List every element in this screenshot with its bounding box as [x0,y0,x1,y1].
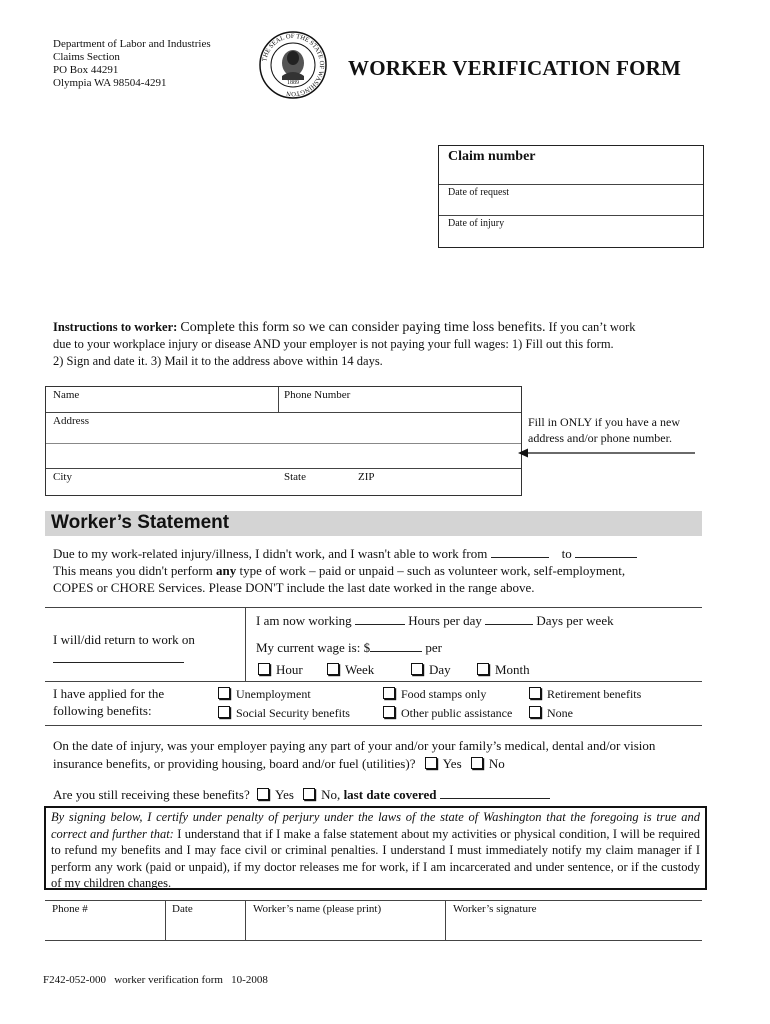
agency-city: Olympia WA 98504-4291 [53,77,167,89]
certification-text: I understand that if I make a false statement about my activities or physical condition, I will be required to refund my benefits and I may face civil or criminal penalties. I understand I must immediately notify my claim manager if I perform any work (paid or unpaid), if my doctor releases me for work, if I am incarcerated and under sentence, or if the custody of my children changes. [51,826,701,890]
checkbox-food-stamps[interactable] [383,687,395,699]
statement-heading: Worker’s Statement [51,512,230,533]
option-day-label: Day [429,662,451,677]
claim-box [438,145,704,248]
last-date-covered-field[interactable] [440,786,550,799]
employer-no-option[interactable] [471,756,505,771]
hours-per-day-label: Hours per day [408,613,482,628]
checkbox-hour[interactable] [258,663,270,675]
state-field[interactable] [279,469,349,495]
statement-line3: COPES or CHORE Services. Please DON'T include the last date worked in the range above. [53,580,535,595]
benefits-label [53,685,164,719]
wage-period-option-hour[interactable] [258,662,303,678]
from-date-field[interactable] [491,545,549,558]
date-of-injury-label: Date of injury [448,218,505,229]
checkbox-employer-no[interactable] [471,757,483,769]
employer-question [53,737,655,773]
name-field[interactable] [46,387,278,412]
benefit-option-food-stamps[interactable] [383,687,486,702]
sig-date-label: Date [172,903,193,915]
benefit-option-other-assistance[interactable] [383,706,512,721]
employer-yes-label: Yes [442,756,462,771]
still-receiving-yes-option[interactable] [257,787,294,802]
worker-name-label: Worker’s name (please print) [253,903,382,915]
food-stamps-label: Food stamps only [401,687,487,701]
employer-question-line1: On the date of injury, was your employer paying any part of your and/or your family’s medical, dental and/or vision [53,738,656,753]
agency-name: Department of Labor and Industries [53,38,211,50]
option-month-label: Month [495,662,530,677]
wage-amount-field[interactable] [370,639,422,652]
certification-italic: By signing below, I certify under penalty of perjury under the laws of the state of Washington that the foregoing is true and correct and further that: [51,810,700,841]
note-line2: address and/or phone number. [528,431,672,445]
still-no-label: No, [321,787,341,802]
to-date-field[interactable] [575,545,637,558]
city-label: City [53,471,72,483]
certification-box [44,806,707,890]
last-date-covered-label: last date covered [343,787,437,802]
checkbox-still-yes[interactable] [257,788,269,800]
checkbox-employer-yes[interactable] [425,757,437,769]
benefits-label-line1: I have applied for the [53,686,165,701]
benefit-option-unemployment[interactable] [218,687,311,702]
phone-number-field[interactable] [279,387,521,412]
still-yes-label: Yes [275,787,294,802]
note-line1: Fill in ONLY if you have a new [528,415,680,429]
checkbox-other-assistance[interactable] [383,706,395,718]
instructions-rest: If you can’t work [548,320,636,334]
hours-per-day-field[interactable] [355,612,405,625]
date-of-request-field[interactable] [439,185,703,215]
address-field[interactable] [46,413,521,468]
agency-address [53,38,211,90]
form-footer: F242-052-000 worker verification form 10-2008 [43,974,268,986]
zip-label: ZIP [358,471,375,483]
worker-signature-label: Worker’s signature [453,903,537,915]
seal-text: THE SEAL OF THE STATE OF WASHINGTON [261,32,326,98]
checkbox-none[interactable] [529,706,541,718]
still-receiving-no-option[interactable] [303,787,340,802]
sig-date-field[interactable] [166,901,245,940]
form-title: WORKER VERIFICATION FORM [348,56,682,80]
city-field[interactable] [46,469,278,495]
worker-name-field[interactable] [246,901,445,940]
phone-number-label: Phone Number [284,389,351,401]
new-address-note [528,414,680,446]
zip-field[interactable] [351,469,521,495]
checkbox-social-security[interactable] [218,706,230,718]
none-label: None [547,706,573,720]
statement-line2b: any [216,563,237,578]
claim-number-field[interactable] [439,146,703,184]
retirement-label: Retirement benefits [547,687,642,701]
claim-number-label: Claim number [448,149,536,164]
option-hour-label: Hour [276,662,303,677]
checkbox-week[interactable] [327,663,339,675]
arrow-left-icon [518,446,696,458]
wage-period-option-day[interactable] [411,662,451,678]
employer-no-label: No [488,756,505,771]
agency-section: Claims Section [53,51,120,63]
other-assistance-label: Other public assistance [401,706,513,720]
instructions-line3: 2) Sign and date it. 3) Mail it to the address above within 14 days. [53,354,383,368]
state-seal [258,30,328,100]
statement-text [53,545,703,596]
checkbox-still-no[interactable] [303,788,315,800]
employer-question-line2: insurance benefits, or providing housing, board and/or fuel (utilities)? [53,756,416,771]
contact-box [45,386,522,496]
hours-row [256,612,614,629]
sig-phone-label: Phone # [52,903,88,915]
still-receiving-question: Are you still receiving these benefits? [53,787,250,802]
seal-year: 1889 [287,80,299,86]
checkbox-month[interactable] [477,663,489,675]
social-security-label: Social Security benefits [236,706,350,720]
wage-label: My current wage is: $ [256,640,371,655]
benefit-option-none[interactable] [529,706,573,721]
employer-yes-option[interactable] [425,756,462,771]
wage-period-option-month[interactable] [477,662,530,678]
statement-line1b: to [561,546,572,561]
now-working-label: I am now working [256,613,352,628]
statement-line2c: type of work – paid or unpaid – such as volunteer work, self-employment, [239,563,626,578]
option-week-label: Week [345,662,375,677]
worker-signature-field[interactable] [446,901,702,940]
agency-po-box: PO Box 44291 [53,64,119,76]
wage-per-label: per [425,640,442,655]
unemployment-label: Unemployment [236,687,311,701]
date-of-injury-field[interactable] [439,216,703,247]
instructions-line2: due to your workplace injury or disease AND your employer is not paying your full wages: 1) Fill out this form. [53,337,614,351]
benefit-option-social-security[interactable] [218,706,350,721]
instructions-lead: Complete this form so we can consider paying time loss benefits. [180,320,546,335]
days-per-week-label: Days per week [536,613,614,628]
benefits-label-line2: following benefits: [53,703,152,718]
checkbox-retirement[interactable] [529,687,541,699]
benefit-option-retirement[interactable] [529,687,641,702]
instructions [53,319,713,370]
sig-phone-field[interactable] [45,901,165,940]
checkbox-unemployment[interactable] [218,687,230,699]
wage-row [256,639,442,656]
state-label: State [284,471,306,483]
statement-line1a: Due to my work-related injury/illness, I didn't work, and I wasn't able to work from [53,546,488,561]
checkbox-day[interactable] [411,663,423,675]
return-to-work-label: I will/did return to work on [53,632,195,647]
address-label: Address [53,415,90,427]
name-label: Name [53,389,80,401]
still-receiving-row [53,786,550,803]
days-per-week-field[interactable] [485,612,533,625]
return-to-work-date-field[interactable] [53,649,184,663]
statement-heading-bar [45,511,702,536]
instructions-label: Instructions to worker: [53,320,178,334]
date-of-request-label: Date of request [448,187,510,198]
statement-line2a: This means you didn't perform [53,563,213,578]
wage-period-option-week[interactable] [327,662,374,678]
